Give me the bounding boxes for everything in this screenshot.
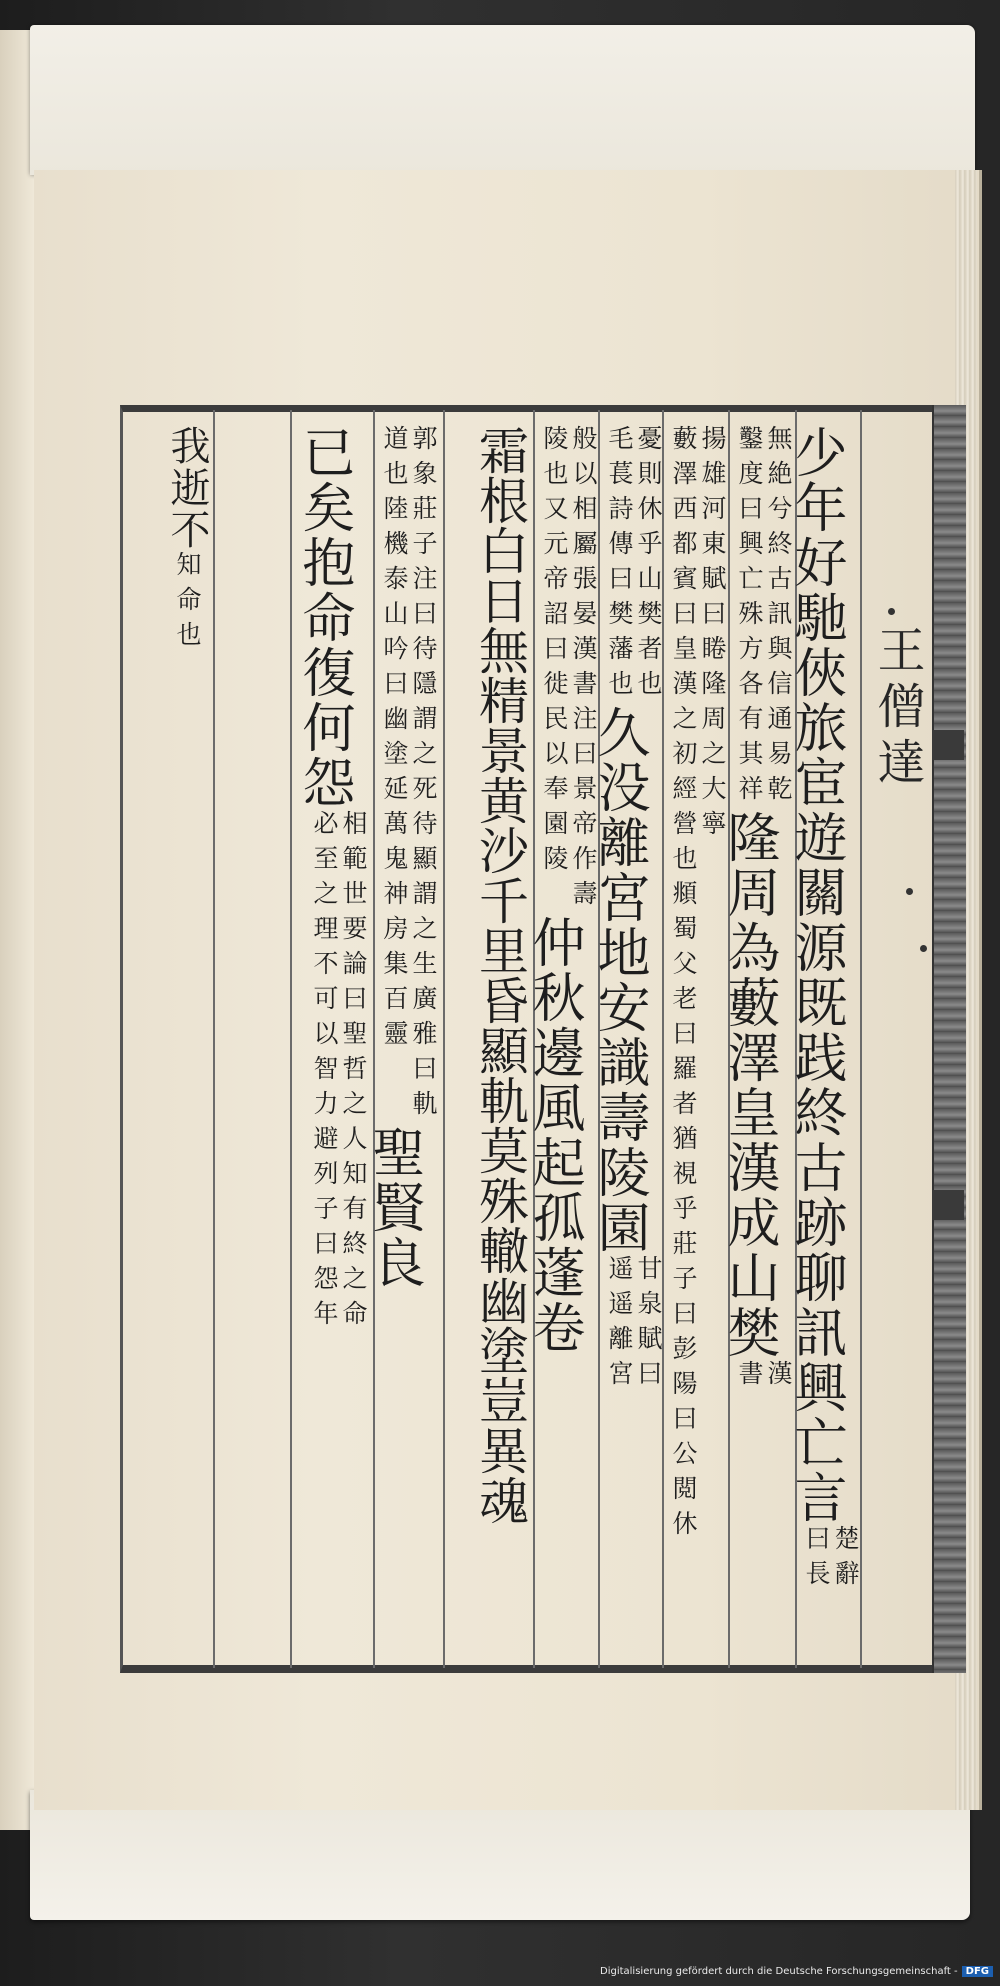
commentary-line: 郭象莊子注曰待隱謂之死待顯謂之生廣雅曰軌 <box>409 425 438 1125</box>
commentary-line: 書 <box>735 1360 764 1395</box>
commentary-line: 楚辭 <box>831 1525 860 1595</box>
commentary-text <box>802 1525 860 1595</box>
column-rule <box>290 410 292 1668</box>
dfg-logo: DFG <box>962 1966 993 1977</box>
text-column-2 <box>719 425 793 1660</box>
commentary-text: 頫蜀父老曰羅者猶視乎莊子曰彭陽曰公閲休 <box>669 880 698 1545</box>
commentary-line: 遥遥離宮 <box>605 1255 634 1395</box>
text-column-9 <box>150 425 210 1660</box>
commentary-text <box>310 810 368 1335</box>
poem-text: 已矣抱命復何怨 <box>294 425 355 810</box>
poem-text: 隆周為藪澤皇漢成山樊 <box>719 810 780 1360</box>
poem-text: 仲秋邊風起孤蓬卷 <box>524 915 585 1355</box>
commentary-line: 必至之理不可以智力避列子曰怨年 <box>310 810 339 1335</box>
column-rule <box>860 410 862 1668</box>
commentary-text <box>380 425 438 1125</box>
poem-text: 霜根白日無精景黄沙千里昏顯軌莫殊轍幽塗豈異魂 <box>471 425 529 1525</box>
commentary-line: 道也陸機泰山吟曰幽塗延萬鬼神房集百靈 <box>380 425 409 1055</box>
page-stack-top <box>30 25 975 175</box>
column-rule <box>443 410 445 1668</box>
punctuation-dot <box>888 608 895 615</box>
fish-tail-mark <box>932 730 964 760</box>
commentary-line: 憂則休乎山樊者也 <box>634 425 663 705</box>
commentary-line: 般以相屬張晏漢書注曰景帝作壽 <box>569 425 598 915</box>
text-column-7 <box>364 425 438 1660</box>
poem-text: 少年好馳俠旅宦遊關源既践終古跡聊訊興亡言 <box>786 425 847 1525</box>
credit-text: Digitalisierung gefördert durch die Deutsche Forschungsgemeinschaft - <box>600 1966 958 1977</box>
commentary-text <box>605 1255 663 1395</box>
punctuation-dot <box>906 888 913 895</box>
commentary-text <box>735 1360 793 1395</box>
commentary-text <box>605 425 663 705</box>
text-column-3 <box>667 425 727 1660</box>
block-center-strip <box>932 405 966 1673</box>
author-name: 王僧達 <box>869 625 925 793</box>
commentary-text <box>669 425 727 880</box>
commentary-text: 知命也 <box>173 551 202 656</box>
text-column-6 <box>450 425 530 1660</box>
commentary-line: 陵也又元帝詔曰徙民以奉園陵 <box>540 425 569 880</box>
commentary-line: 鑿度曰興亡殊方各有其祥 <box>735 425 764 810</box>
commentary-line: 漢 <box>764 1360 793 1395</box>
previous-page-edge <box>0 30 36 1830</box>
punctuation-dot <box>920 945 927 952</box>
digitization-credit <box>600 1966 993 1984</box>
text-column-4 <box>589 425 663 1660</box>
column-rule <box>213 410 215 1668</box>
commentary-line: 揚雄河東賦曰睠隆周之大寧 <box>698 425 727 845</box>
poem-text: 我逝不 <box>164 425 210 551</box>
commentary-line: 甘泉賦曰 <box>634 1255 663 1395</box>
fish-tail-mark <box>932 1190 964 1220</box>
poem-text: 聖賢良 <box>364 1125 425 1290</box>
text-column-1 <box>786 425 860 1660</box>
commentary-text <box>540 425 598 915</box>
commentary-line: 藪澤西都賓曰皇漢之初經營也 <box>669 425 698 880</box>
commentary-line: 相範世要論曰聖哲之人知有終之命 <box>339 810 368 1335</box>
poem-text: 久没離宮地安識壽陵園 <box>589 705 650 1255</box>
commentary-line: 無絶兮終古訊與信通易乾 <box>764 425 793 810</box>
commentary-line: 毛萇詩傳曰樊藩也 <box>605 425 634 705</box>
text-column-5 <box>524 425 598 1660</box>
text-column-8 <box>294 425 368 1660</box>
commentary-line: 曰長 <box>802 1525 831 1595</box>
commentary-text <box>735 425 793 810</box>
